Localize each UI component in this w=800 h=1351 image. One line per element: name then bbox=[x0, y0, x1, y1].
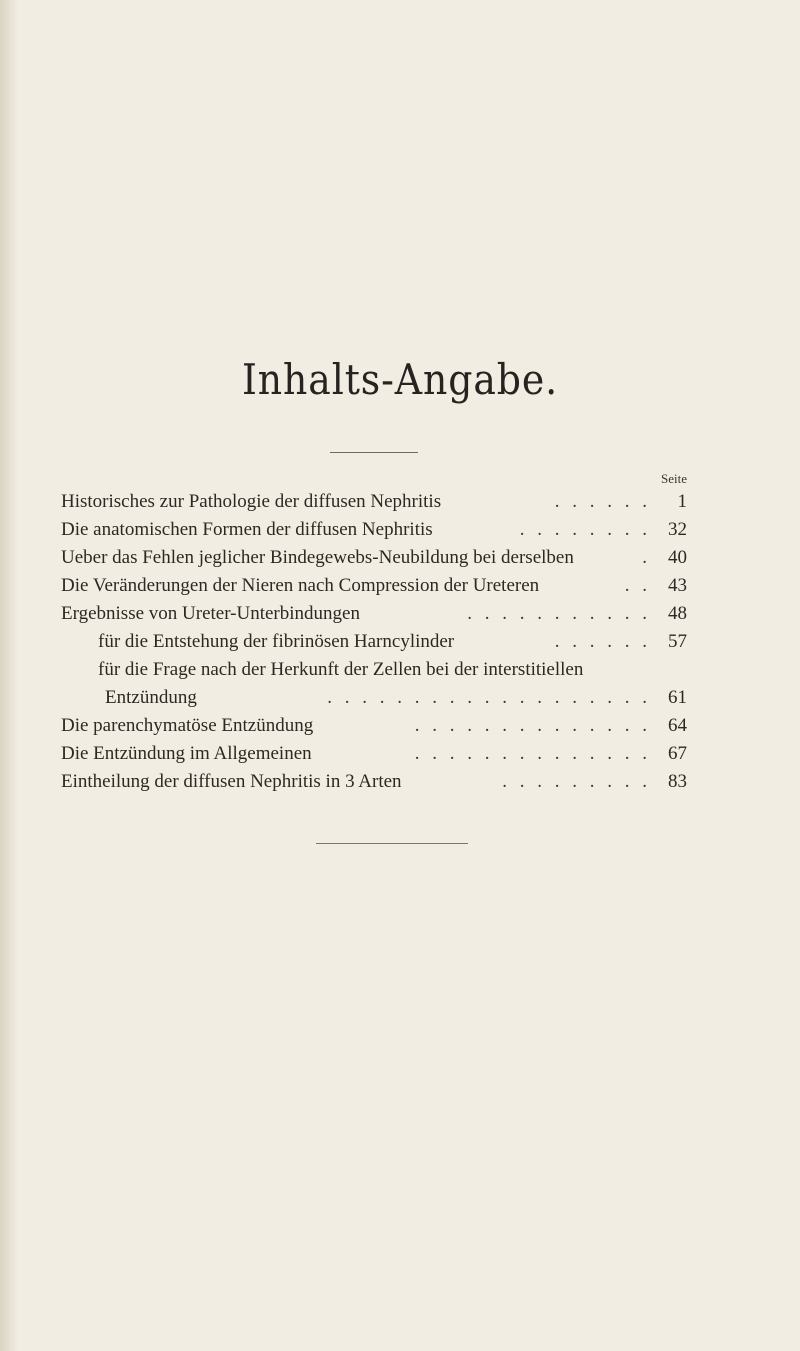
toc-page-number: 43 bbox=[668, 575, 687, 596]
toc-entry-label: Entzündung bbox=[105, 687, 197, 708]
toc-entry-parenchymatoese-entzuendung bbox=[61, 712, 687, 740]
toc-entry-ureter-unterbindungen bbox=[61, 600, 687, 628]
toc-leader-dots: . . . . . . . . bbox=[519, 519, 651, 540]
toc-leader-dots: . . . . . . . . . . . . . . . . . . . bbox=[327, 687, 651, 708]
toc-entry-label: Die parenchymatöse Entzündung bbox=[61, 715, 314, 736]
toc-leader-dots: . . . . . . . . . . . . . . bbox=[414, 743, 651, 764]
toc-leader-dots: . . bbox=[624, 575, 651, 596]
page-edge-shadow bbox=[0, 0, 18, 1351]
toc-entry-label: für die Frage nach der Herkunft der Zellen bei der interstitiellen bbox=[98, 659, 584, 680]
page-title: Inhalts-Angabe. bbox=[241, 355, 559, 404]
toc-leader-dots: . bbox=[642, 547, 651, 568]
toc-page-number: 40 bbox=[668, 547, 687, 568]
toc-leader-dots: . . . . . . . . . bbox=[502, 771, 651, 792]
toc-page-number: 61 bbox=[668, 687, 687, 708]
toc-entry-bindegewebs-neubildung bbox=[61, 544, 687, 572]
toc-entry-eintheilung bbox=[61, 768, 687, 796]
table-of-contents bbox=[61, 488, 687, 796]
toc-page-number: 57 bbox=[668, 631, 687, 652]
toc-entry-historisches bbox=[61, 488, 687, 516]
toc-entry-label: Ergebnisse von Ureter-Unterbindungen bbox=[61, 603, 360, 624]
toc-entry-anatomische-formen bbox=[61, 516, 687, 544]
title-divider bbox=[330, 452, 418, 453]
toc-leader-dots: . . . . . . . . . . . . . . bbox=[414, 715, 651, 736]
toc-entry-label: Die Veränderungen der Nieren nach Compression der Ureteren bbox=[61, 575, 540, 596]
toc-page-number: 67 bbox=[668, 743, 687, 764]
toc-subentry-entzuendung-continued bbox=[61, 684, 687, 712]
toc-entry-compression-ureteren bbox=[61, 572, 687, 600]
toc-leader-dots: . . . . . . bbox=[554, 631, 651, 652]
toc-entry-label: Eintheilung der diffusen Nephritis in 3 Arten bbox=[61, 771, 402, 792]
toc-entry-entzuendung-allgemeinen bbox=[61, 740, 687, 768]
toc-leader-dots: . . . . . . . . . . . bbox=[467, 603, 651, 624]
toc-entry-label: Ueber das Fehlen jeglicher Bindegewebs-Neubildung bei derselben bbox=[61, 547, 574, 568]
toc-leader-dots: . . . . . . bbox=[554, 491, 651, 512]
toc-subentry-herkunft-zellen bbox=[61, 656, 687, 684]
page-column-header: Seite bbox=[661, 471, 687, 486]
closing-divider bbox=[316, 843, 468, 844]
toc-subentry-harncylinder bbox=[61, 628, 687, 656]
toc-entry-label: für die Entstehung der fibrinösen Harncylinder bbox=[98, 631, 455, 652]
toc-page-number: 48 bbox=[668, 603, 687, 624]
toc-entry-label: Historisches zur Pathologie der diffusen Nephritis bbox=[61, 491, 442, 512]
toc-entry-label: Die Entzündung im Allgemeinen bbox=[61, 743, 312, 764]
toc-page-number: 1 bbox=[677, 491, 687, 512]
toc-entry-label: Die anatomischen Formen der diffusen Nephritis bbox=[61, 519, 433, 540]
toc-page-number: 83 bbox=[668, 771, 687, 792]
toc-page-number: 64 bbox=[668, 715, 687, 736]
toc-page-number: 32 bbox=[668, 519, 687, 540]
